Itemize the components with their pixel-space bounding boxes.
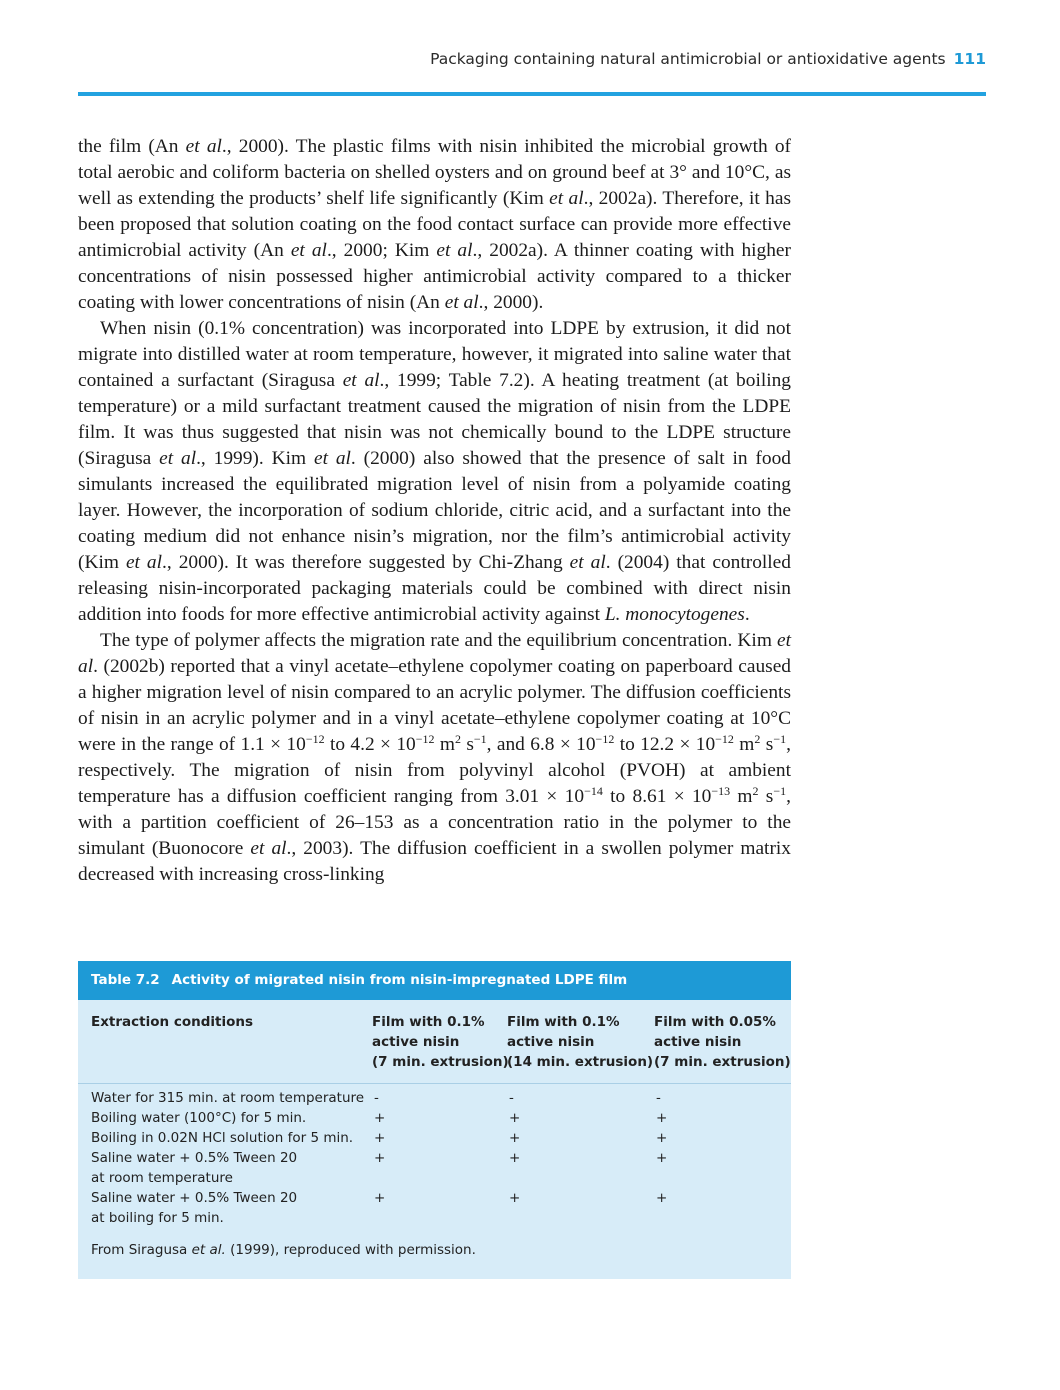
running-title: Packaging containing natural antimicrobial or antioxidative agents bbox=[430, 50, 946, 68]
paragraph-2: When nisin (0.1% concentration) was incorporated into LDPE by extrusion, it did not migrate into distilled water at room temperature, however, it migrated into saline water that contained a surfactant (Siragusa et al., 1999; Table 7.2). A heating treatment (at boiling temperature) or a mild surfactant treatment caused the migration of nisin from the LDPE film. It was thus suggested that nisin was not chemically bound to the LDPE structure (Siragusa et al., 1999). Kim et al. (2000) also showed that the presence of salt in food simulants increased the equilibrated migration level of nisin from a polyamide coating layer. However, the incorporation of sodium chloride, citric acid, and a surfactant into the coating medium did not enhance nisin’s migration, nor the film’s antimicrobial activity (Kim et al., 2000). It was therefore suggested by Chi-Zhang et al. (2004) that controlled releasing nisin-incorporated packaging materials could be combined with direct nisin addition into foods for more effective antimicrobial activity against L. monocytogenes. bbox=[78, 318, 791, 625]
table-body bbox=[78, 1088, 791, 1228]
row-value: - bbox=[509, 1090, 514, 1106]
table-row bbox=[78, 1088, 791, 1108]
table-rule bbox=[78, 1083, 791, 1084]
table-caption bbox=[78, 961, 791, 1000]
row-value: + bbox=[509, 1150, 521, 1166]
header-film-0-1-14min: Film with 0.1% active nisin (14 min. extrusion) bbox=[507, 1014, 654, 1070]
row-value: + bbox=[656, 1110, 668, 1126]
row-value: - bbox=[374, 1090, 379, 1106]
row-value: + bbox=[374, 1190, 386, 1206]
header-rule bbox=[78, 92, 986, 96]
header-film-0-1-7min: Film with 0.1% active nisin (7 min. extrusion) bbox=[372, 1014, 509, 1070]
header-film-0-05-7min: Film with 0.05% active nisin (7 min. extrusion) bbox=[654, 1014, 791, 1070]
row-condition: Boiling in 0.02N HCl solution for 5 min. bbox=[91, 1130, 354, 1146]
header-extraction-conditions: Extraction conditions bbox=[91, 1014, 253, 1030]
row-value: + bbox=[509, 1110, 521, 1126]
paragraph-3: The type of polymer affects the migration rate and the equilibrium concentration. Kim et al. (2002b) reported that a vinyl acetate–ethylene copolymer coating on paperboard caused a higher migration level of nisin compared to an acrylic polymer. The diffusion coefficients of nisin in an acrylic polymer and in a vinyl acetate–ethylene copolymer coating at 10°C were in the range of $1.1 \times 10^{-12}$ to $4.2 \times 10^{-12}$ $m^2$ $s^{-1}$, and $6.8 \times 10^{-12}$ to $12.2 \times 10^{-12}$ $m^2$ $s^{-1}$, respectively. The migration of nisin from polyvinyl alcohol (PVOH) at ambient temperature has a diffusion coefficient ranging from $3.01 \times 10^{-14}$ to $8.61 \times 10^{-13}$ $m^2$ $s^{-1}$, with a partition coefficient of 26–153 as a concentration ratio in the polymer to the simulant (Buonocore et al., 2003). The diffusion coefficient in a swollen polymer matrix decreased with increasing cross-linking bbox=[78, 630, 791, 885]
body-text bbox=[78, 134, 791, 888]
row-value: + bbox=[656, 1190, 668, 1206]
table-row bbox=[78, 1148, 791, 1188]
row-value: + bbox=[374, 1150, 386, 1166]
table-source-note: From Siragusa et al. (1999), reproduced with permission. bbox=[91, 1242, 476, 1258]
paragraph-1: the film (An et al., 2000). The plastic films with nisin inhibited the microbial growth of total aerobic and coliform bacteria on shelled oysters and on ground beef at 3° and 10°C, as well as extending the products’ shelf life significantly (Kim et al., 2002a). Therefore, it has been proposed that solution coating on the food contact surface can provide more effective antimicrobial activity (An et al., 2000; Kim et al., 2002a). A thinner coating with higher concentrations of nisin possessed higher antimicrobial activity compared to a thicker coating with lower concentrations of nisin (An et al., 2000). bbox=[78, 136, 791, 313]
table-7-2 bbox=[78, 961, 791, 1279]
table-row bbox=[78, 1128, 791, 1148]
row-value: + bbox=[509, 1190, 521, 1206]
row-value: + bbox=[509, 1130, 521, 1146]
row-value: + bbox=[374, 1110, 386, 1126]
table-title: Activity of migrated nisin from nisin-impregnated LDPE film bbox=[171, 972, 628, 988]
row-condition: Boiling water (100°C) for 5 min. bbox=[91, 1110, 307, 1126]
table-header bbox=[78, 1012, 791, 1076]
row-condition: Water for 315 min. at room temperature bbox=[91, 1090, 365, 1106]
row-value: + bbox=[374, 1130, 386, 1146]
row-condition: Saline water + 0.5% Tween 20 at boiling for 5 min. bbox=[91, 1190, 298, 1226]
page-number: 111 bbox=[953, 50, 986, 68]
table-row bbox=[78, 1188, 791, 1228]
row-value: + bbox=[656, 1150, 668, 1166]
row-value: + bbox=[656, 1130, 668, 1146]
table-number: Table 7.2 bbox=[91, 972, 160, 988]
table-row bbox=[78, 1108, 791, 1128]
row-condition: Saline water + 0.5% Tween 20 at room temperature bbox=[91, 1150, 298, 1186]
running-head bbox=[390, 50, 986, 68]
row-value: - bbox=[656, 1090, 661, 1106]
